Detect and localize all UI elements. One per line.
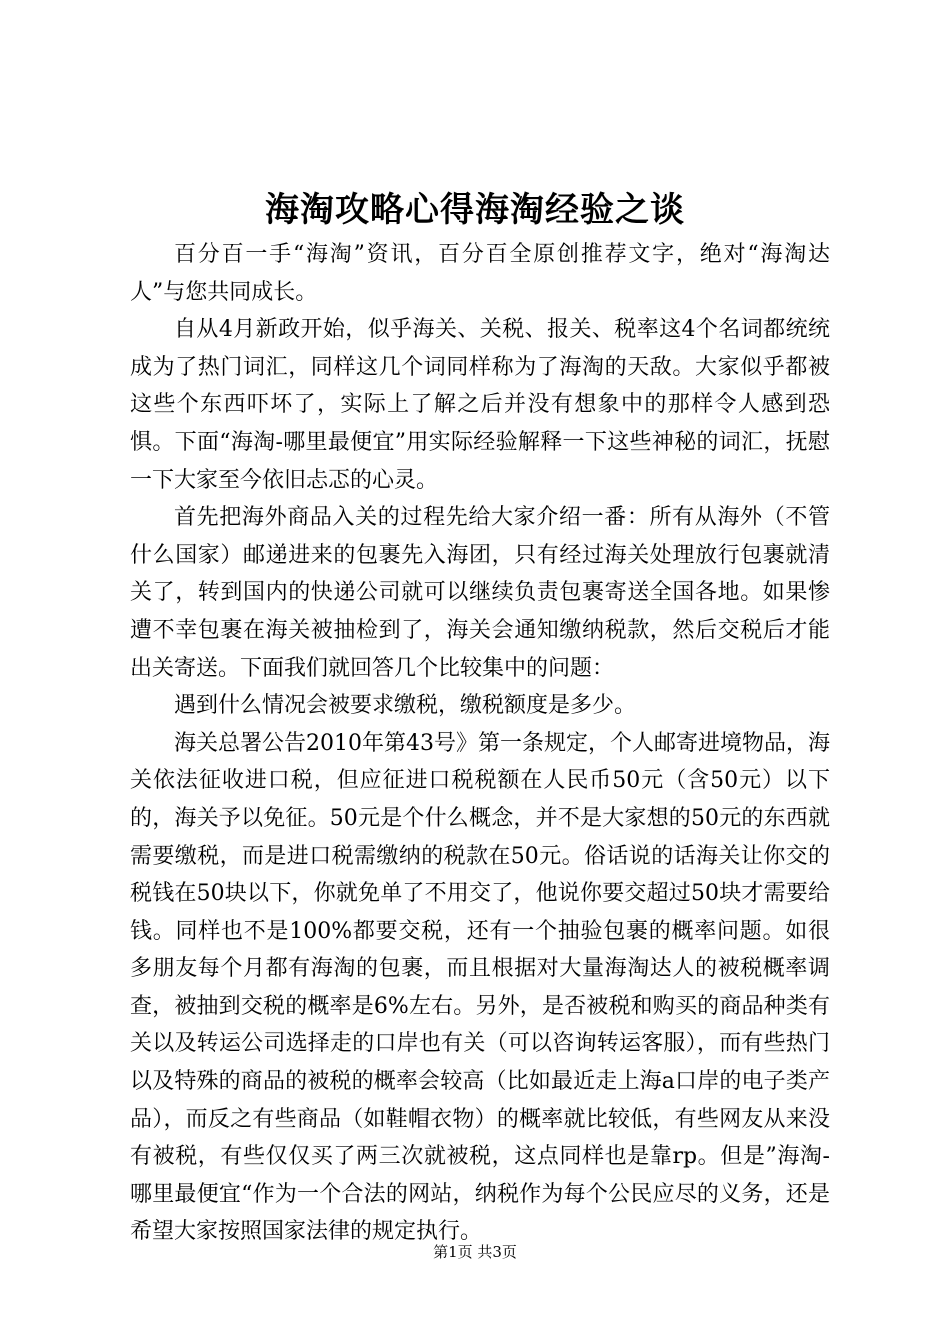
page-number-footer: 第1页 共3页 [433,1243,517,1261]
paragraph-intro: 百分百一手“海淘”资讯，百分百全原创推荐文字，绝对“海淘达人”与您共同成长。 [130,242,830,305]
document-title: 海淘攻略心得海淘经验之谈 [265,190,685,230]
paragraph-customs-process: 首先把海外商品入关的过程先给大家介绍一番：所有从海外（不管什么国家）邮递进来的包裹先入海团，只有经过海关处理放行包裹就清关了，转到国内的快递公司就可以继续负责包裹寄送全国各地。如果惨遭不幸包裹在海关被抽检到了，海关会通知缴纳税款，然后交税后才能出关寄送。下面我们就回答几个比较集中的问题： [130,505,830,681]
paragraph-answer: 海关总署公告2010年第43号》第一条规定，个人邮寄进境物品，海关依法征收进口税，但应征进口税税额在人民币50元（含50元）以下的，海关予以免征。50元是个什么概念，并不是大家想的50元的东西就需要缴税，而是进口税需缴纳的税款在50元。俗话说的话海关让你交的税钱在50块以下，你就免单了不用交了，他说你要交超过50块才需要给钱。同样也不是100%都要交税，还有一个抽验包裹的概率问题。如很多朋友每个月都有海淘的包裹，而且根据对大量海淘达人的被税概率调查，被抽到交税的概率是6%左右。另外，是否被税和购买的商品种类有关以及转运公司选择走的口岸也有关（可以咨询转运客服），而有些热门以及特殊的商品的被税的概率会较高（比如最近走上海a口岸的电子类产品），而反之有些商品（如鞋帽衣物）的概率就比较低，有些网友从来没有被税，有些仅仅买了两三次就被税，这点同样也是靠rp。但是”海淘-哪里最便宜“作为一个合法的网站，纳税作为每个公民应尽的义务，还是希望大家按照国家法律的规定执行。 [130,730,830,1245]
paragraph-question: 遇到什么情况会被要求缴税，缴税额度是多少。 [174,693,637,719]
paragraph-new-policy: 自从4月新政开始，似乎海关、关税、报关、税率这4个名词都统统成为了热门词汇，同样这几个词同样称为了海淘的天敌。大家似乎都被这些个东西吓坏了，实际上了解之后并没有想象中的那样令人感到恐惧。下面“海淘-哪里最便宜”用实际经验解释一下这些神秘的词汇，抚慰一下大家至今依旧忐忑的心灵。 [130,317,830,493]
document-body [130,236,830,1251]
